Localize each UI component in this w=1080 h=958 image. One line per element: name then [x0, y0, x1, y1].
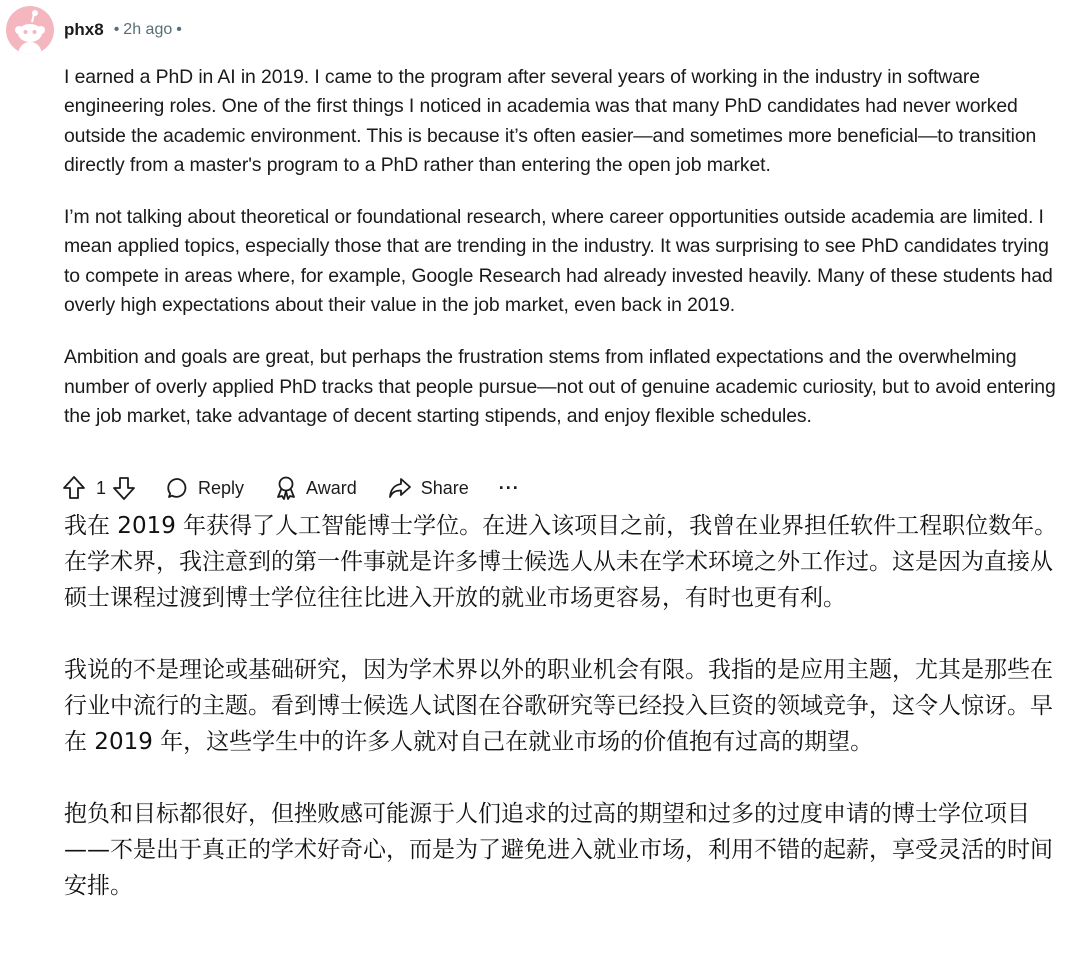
more-options-button[interactable] [499, 478, 520, 499]
meta-separator-trailing: • [176, 21, 182, 38]
upvote-button[interactable] [62, 475, 86, 501]
comment-body-english [64, 63, 1068, 454]
vote-count: 1 [96, 477, 107, 498]
share-label: Share [420, 477, 469, 498]
award-label: Award [306, 477, 357, 498]
award-ribbon-icon [274, 475, 298, 501]
meta-separator: • [113, 21, 120, 38]
downvote-arrow-icon [112, 475, 136, 501]
translated-paragraph: 抱负和目标都很好，但挫败感可能源于人们追求的过高的期望和过多的过度申请的博士学位项目——不是出于真正的学术好奇心，而是为了避免进入就业市场，利用不错的起薪，享受灵活的时间安排。 [64, 801, 1053, 899]
comment-header [6, 6, 186, 54]
award-button[interactable] [274, 475, 357, 501]
comment-paragraph: I’m not talking about theoretical or foundational research, where career opportunities outside academia are limited. I mean applied topics, especially those that are trending in the industry. It was surprising to see PhD candidates trying to compete in areas where, for example, Google Research had already invested heavily. Many of these students had overly high expectations about their value in the job market, even back in 2019. [64, 206, 1053, 317]
comment-body-chinese [64, 508, 1064, 904]
comment-action-bar [62, 472, 520, 504]
comment-author[interactable]: phx8 [64, 20, 104, 39]
comment-meta [110, 21, 186, 39]
translated-paragraph: 我说的不是理论或基础研究，因为学术界以外的职业机会有限。我指的是应用主题，尤其是那些在行业中流行的主题。看到博士候选人试图在谷歌研究等已经投入巨资的领域竞争，这令人惊讶。早在 2019 年，这些学生中的许多人就对自己在就业市场的价值抱有过高的期望。 [64, 657, 1053, 755]
upvote-arrow-icon [62, 475, 86, 501]
comment-paragraph: Ambition and goals are great, but perhaps the frustration stems from inflated expectations and the overwhelming number of overly applied PhD tracks that people pursue—not out of genuine academic curiosity, but to avoid entering the job market, take advantage of decent starting stipends, and enjoy flexible schedules. [64, 346, 1056, 427]
comment-timestamp[interactable]: 2h ago [123, 21, 173, 38]
avatar[interactable] [6, 6, 54, 54]
comment-paragraph: I earned a PhD in AI in 2019. I came to the program after several years of working in the industry in software engineering roles. One of the first things I noticed in academia was that many PhD candidates had never worked outside the academic environment. This is because it’s often easier—and sometimes more beneficial—to transition directly from a master's program to a PhD rather than entering the open job market. [64, 66, 1037, 176]
snoo-icon [6, 6, 54, 54]
downvote-button[interactable] [112, 475, 136, 501]
speech-bubble-icon [166, 476, 190, 500]
reply-button[interactable] [166, 476, 244, 500]
more-options-icon: ··· [498, 477, 520, 498]
share-arrow-icon [387, 476, 413, 500]
translated-paragraph: 我在 2019 年获得了人工智能博士学位。在进入该项目之前，我曾在业界担任软件工程职位数年。在学术界，我注意到的第一件事就是许多博士候选人从未在学术环境之外工作过。这是因为直接从硕士课程过渡到博士学位往往比进入开放的就业市场更容易，有时也更有利。 [64, 513, 1058, 611]
share-button[interactable] [387, 476, 469, 500]
reply-label: Reply [198, 477, 245, 498]
